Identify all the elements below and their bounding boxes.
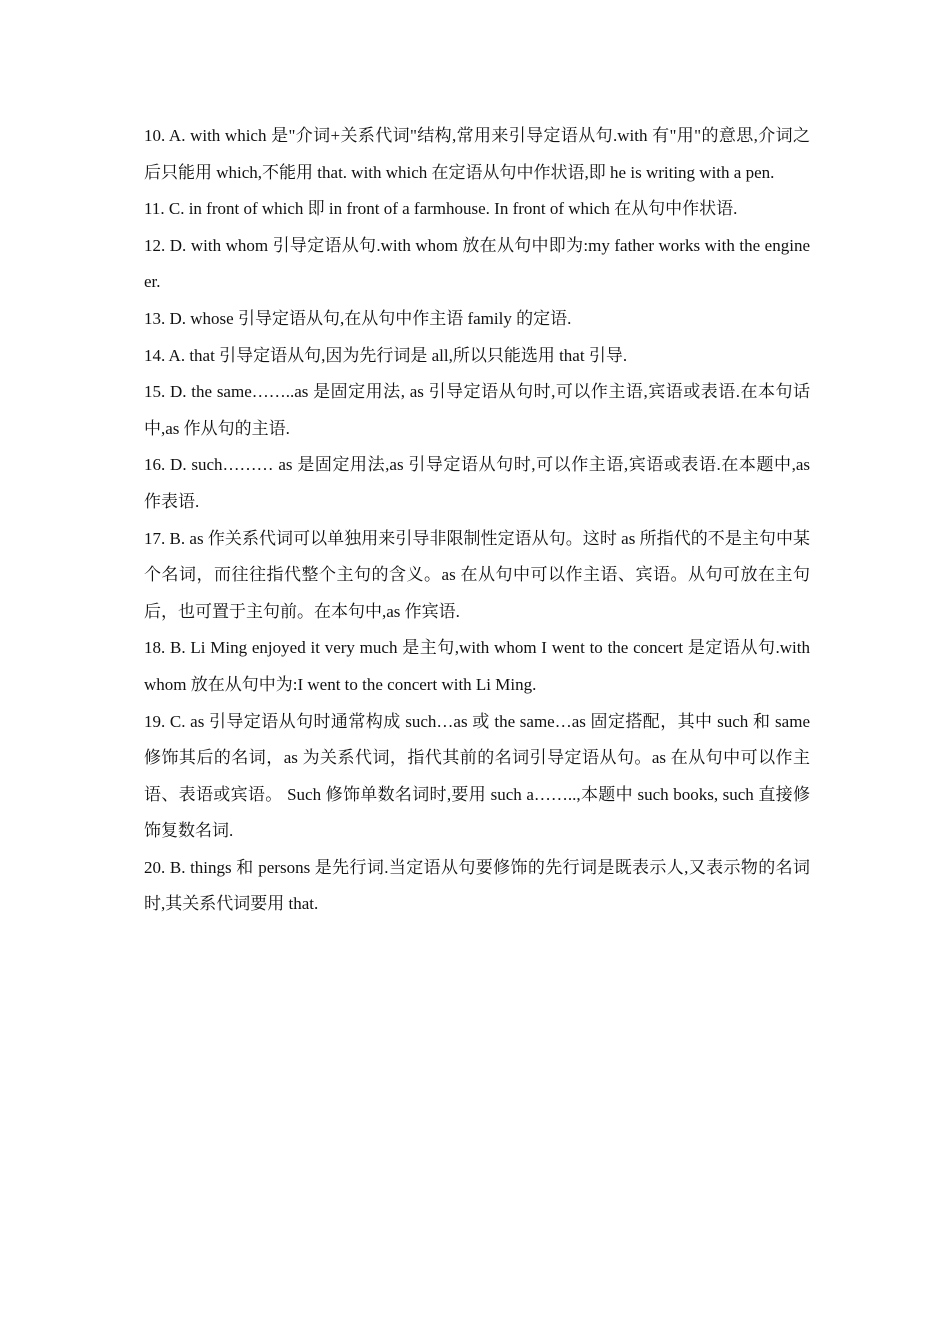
answer-item-10: 10. A. with which 是"介词+关系代词"结构,常用来引导定语从句.with 有"用"的意思,介词之后只能用 which,不能用 that. with which 在定语从句中作状语,即 he is writing with a pen. <box>144 126 810 182</box>
answer-item-11: 11. C. in front of which 即 in front of a farmhouse. In front of which 在从句中作状语. <box>144 199 738 219</box>
answer-item-20: 20. B. things 和 persons 是先行词.当定语从句要修饰的先行词是既表示人,又表示物的名词时,其关系代词要用 that. <box>144 857 810 914</box>
answer-item-14: 14. A. that 引导定语从句,因为先行词是 all,所以只能选用 that 引导. <box>144 345 628 365</box>
answer-item-16: 16. D. such……… as 是固定用法,as 引导定语从句时,可以作主语,宾语或表语.在本题中,as 作表语. <box>144 455 810 511</box>
answer-item-12: 12. D. with whom 引导定语从句.with whom 放在从句中即为:my father works with the engineer. <box>144 235 810 292</box>
answer-item-17: 17. B. as 作关系代词可以单独用来引导非限制性定语从句。这时 as 所指代的不是主句中某个名词，而往往指代整个主句的含义。as 在从句中可以作主语、宾语。从句可放在主句后，也可置于主句前。在本句中,as 作宾语. <box>144 528 810 621</box>
answer-item-13: 13. D. whose 引导定语从句,在从句中作主语 family 的定语. <box>144 308 572 328</box>
answer-explanations <box>144 118 810 923</box>
answer-item-15: 15. D. the same……..as 是固定用法, as 引导定语从句时,可以作主语,宾语或表语.在本句话中,as 作从句的主语. <box>144 382 810 438</box>
answer-item-19: 19. C. as 引导定语从句时通常构成 such…as 或 the same…as 固定搭配，其中 such 和 same 修饰其后的名词，as 为关系代词，指代其前的名词引导定语从句。as 在从句中可以作主语、表语或宾语。 Such 修饰单数名词时,要用 such a……..,本题中 such books, such 直接修饰复数名词. <box>144 711 810 841</box>
answer-item-18: 18. B. Li Ming enjoyed it very much 是主句,with whom I went to the concert 是定语从句.with whom 放在从句中为:I went to the concert with Li Ming. <box>144 638 810 694</box>
